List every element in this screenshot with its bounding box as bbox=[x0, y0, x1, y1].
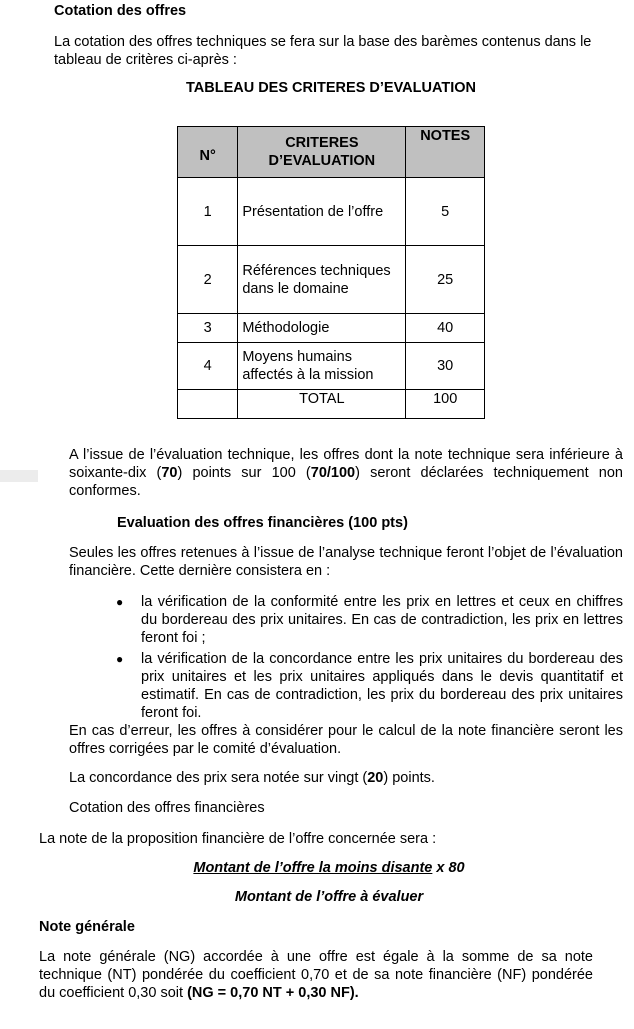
error-paragraph: En cas d’erreur, les offres à considérer pour le calcul de la note financière seront les offres corrigées par le comité d’évaluation. bbox=[69, 723, 623, 757]
formula-intro: La note de la proposition financière de l’offre concernée sera : bbox=[39, 831, 437, 847]
technical-threshold-paragraph bbox=[69, 446, 623, 500]
formula-numerator: Montant de l’offre la moins disante bbox=[193, 860, 433, 876]
formula-multiplier: x 80 bbox=[432, 860, 465, 876]
row-criteria: Méthodologie bbox=[238, 314, 406, 343]
intro-paragraph bbox=[54, 33, 592, 69]
table-total-row bbox=[178, 390, 485, 419]
row-note: 25 bbox=[406, 246, 485, 314]
threshold-text-3: ) seront déclarées techniquement non conformes. bbox=[69, 465, 623, 499]
row-criteria: Références techniques dans le domaine bbox=[238, 246, 406, 314]
bullet-icon: ● bbox=[116, 652, 124, 666]
formula-denominator: Montant de l’offre à évaluer bbox=[234, 889, 424, 905]
row-num: 2 bbox=[178, 246, 238, 314]
threshold-bold-70: 70 bbox=[161, 465, 178, 481]
header-criteria: CRITERES D’EVALUATION bbox=[238, 127, 406, 178]
total-value: 100 bbox=[406, 390, 485, 419]
criteria-table bbox=[177, 126, 485, 419]
general-paragraph bbox=[39, 948, 593, 1002]
header-num: N° bbox=[178, 127, 238, 178]
header-notes: NOTES bbox=[406, 127, 485, 178]
row-criteria: Moyens humains affectés à la mission bbox=[238, 343, 406, 390]
row-criteria: Présentation de l’offre bbox=[238, 178, 406, 246]
general-title: Note générale bbox=[39, 919, 135, 935]
general-formula: (NG = 0,70 NT + 0,30 NF). bbox=[187, 985, 359, 1001]
section-title-cotation: Cotation des offres bbox=[54, 3, 187, 19]
row-num: 3 bbox=[178, 314, 238, 343]
table-row bbox=[178, 314, 485, 343]
row-note: 40 bbox=[406, 314, 485, 343]
page-edge-shade bbox=[0, 470, 38, 482]
formula-numerator-line bbox=[39, 859, 619, 877]
row-num: 1 bbox=[178, 178, 238, 246]
intro-text: La cotation des offres techniques se fera sur la base des barèmes contenus dans le tableau de critères ci-après : bbox=[54, 34, 592, 68]
general-text: La note générale (NG) accordée à une offre est égale à la somme de sa note technique (NT) pondérée du coefficient 0,70 et de sa note financière (NF) pondérée du coefficient 0,30 soit bbox=[39, 949, 593, 1001]
threshold-bold-70-100: 70/100 bbox=[310, 465, 356, 481]
concordance-text-1: La concordance des prix sera notée sur vingt ( bbox=[69, 770, 368, 786]
bullet-icon: ● bbox=[116, 595, 124, 609]
financial-title: Evaluation des offres financières (100 pts) bbox=[117, 515, 408, 531]
row-note: 30 bbox=[406, 343, 485, 390]
table-row bbox=[178, 246, 485, 314]
table-row bbox=[178, 178, 485, 246]
table-title: TABLEAU DES CRITERES D’EVALUATION bbox=[185, 80, 476, 96]
row-note: 5 bbox=[406, 178, 485, 246]
concordance-bold-20: 20 bbox=[367, 770, 384, 786]
row-num: 4 bbox=[178, 343, 238, 390]
concordance-paragraph bbox=[69, 769, 435, 787]
concordance-text-2: ) points. bbox=[383, 770, 435, 786]
total-empty-cell bbox=[178, 390, 238, 419]
table-row bbox=[178, 343, 485, 390]
table-header-row bbox=[178, 127, 485, 178]
bullet-item: la vérification de la concordance entre les prix unitaires du bordereau des prix unitaires et les prix unitaires appliqués dans le devis quantitatif et estimatif. En cas de contradiction, les prix du bordereau des prix unitaires feront foi. bbox=[141, 651, 623, 721]
threshold-text-1: A l’issue de l’évaluation technique, les offres dont la note technique sera inférieure à soixante-dix ( bbox=[69, 447, 623, 481]
financial-intro: Seules les offres retenues à l’issue de l’analyse technique feront l’objet de l’évaluation financière. Cette dernière consistera en : bbox=[69, 545, 623, 579]
cotation-financial-label: Cotation des offres financières bbox=[69, 800, 265, 816]
total-label: TOTAL bbox=[238, 390, 406, 419]
bullet-item: la vérification de la conformité entre les prix en lettres et ceux en chiffres du bordereau des prix unitaires. En cas de contradiction, les prix en lettres feront foi ; bbox=[141, 594, 623, 646]
threshold-text-2: ) points sur 100 ( bbox=[177, 465, 311, 481]
